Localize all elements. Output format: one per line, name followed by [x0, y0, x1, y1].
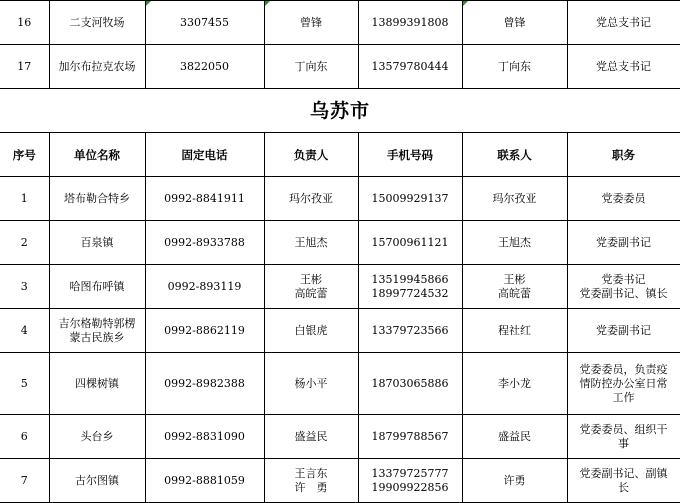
cell-position	[567, 265, 680, 309]
cell-person: 丁向东	[264, 45, 358, 89]
cell-no: 6	[0, 415, 49, 459]
table-row	[0, 1, 680, 45]
cell-phone: 0992-8982388	[145, 353, 264, 415]
cell-unit: 头台乡	[49, 415, 145, 459]
cell-phone: 0992-8881059	[145, 459, 264, 503]
cell-phone: 0992-8933788	[145, 221, 264, 265]
cell-position	[567, 415, 680, 459]
cell-unit: 百泉镇	[49, 221, 145, 265]
cell-mobile: 18703065886	[358, 353, 462, 415]
cell-mobile: 18799788567	[358, 415, 462, 459]
cell-phone: 0992-893119	[145, 265, 264, 309]
cell-no: 3	[0, 265, 49, 309]
position-line: 长	[618, 480, 629, 494]
cell-person: 玛尔孜亚	[264, 177, 358, 221]
mobile-line: 18997724532	[371, 286, 449, 300]
position-line: 情防控办公室日常	[579, 376, 668, 390]
unit-line: 吉尔格勒特郭楞	[58, 316, 136, 330]
header-position: 职务	[567, 133, 680, 177]
cell-contact: 王旭杰	[462, 221, 567, 265]
position-line: 党委委员，负责疫	[579, 362, 668, 376]
header-row	[0, 133, 680, 177]
cell-person: 王旭杰	[264, 221, 358, 265]
cell-contact: 许勇	[462, 459, 567, 503]
cell-person: 杨小平	[264, 353, 358, 415]
cell-position: 党委委员	[567, 177, 680, 221]
cell-phone: 3822050	[145, 45, 264, 89]
section-title-row	[0, 89, 680, 133]
cell-unit	[49, 309, 145, 353]
table-row	[0, 459, 680, 503]
position-line: 党委副书记、镇长	[579, 286, 668, 300]
person-line: 王彬	[300, 272, 322, 286]
cell-unit: 哈图布呼镇	[49, 265, 145, 309]
position-line: 工作	[612, 390, 635, 404]
cell-mobile: 13579780444	[358, 45, 462, 89]
contact-line: 王彬	[503, 272, 526, 286]
position-line: 事	[618, 436, 629, 450]
cell-person	[264, 459, 358, 503]
cell-no: 4	[0, 309, 49, 353]
header-phone: 固定电话	[145, 133, 264, 177]
cell-no: 1	[0, 177, 49, 221]
header-contact: 联系人	[462, 133, 567, 177]
cell-unit: 四棵树镇	[49, 353, 145, 415]
unit-line: 蒙古民族乡	[69, 330, 125, 344]
table-row	[0, 265, 680, 309]
cell-contact: 玛尔孜亚	[462, 177, 567, 221]
cell-unit: 塔布勒合特乡	[49, 177, 145, 221]
cell-person: 盛益民	[264, 415, 358, 459]
table-row	[0, 415, 680, 459]
header-person: 负责人	[264, 133, 358, 177]
table-row	[0, 45, 680, 89]
mobile-line: 13519945866	[371, 272, 449, 286]
cell-no: 7	[0, 459, 49, 503]
mobile-line: 19909922856	[371, 480, 449, 494]
cell-unit: 二支河牧场	[49, 1, 145, 45]
cell-no: 2	[0, 221, 49, 265]
cell-mobile	[358, 265, 462, 309]
cell-contact: 李小龙	[462, 353, 567, 415]
cell-contact: 曾锋	[462, 1, 567, 45]
cell-unit: 古尔图镇	[49, 459, 145, 503]
cell-no: 17	[0, 45, 49, 89]
header-mobile: 手机号码	[358, 133, 462, 177]
cell-phone: 0992-8841911	[145, 177, 264, 221]
table-row	[0, 309, 680, 353]
cell-no: 5	[0, 353, 49, 415]
cell-mobile: 13379723566	[358, 309, 462, 353]
table-row	[0, 353, 680, 415]
cell-position: 党委副书记	[567, 221, 680, 265]
person-line: 高皖蕾	[294, 286, 328, 300]
cell-position: 党总支书记	[567, 1, 680, 45]
cell-position: 党委副书记	[567, 309, 680, 353]
mobile-line: 13379725777	[371, 466, 449, 480]
cell-position: 党总支书记	[567, 45, 680, 89]
contact-line: 高皖蕾	[498, 286, 531, 300]
section-title: 乌苏市	[0, 89, 680, 133]
cell-contact	[462, 265, 567, 309]
cell-mobile: 15700961121	[358, 221, 462, 265]
cell-phone: 3307455	[145, 1, 264, 45]
position-line: 党委委员、组织干	[579, 422, 668, 436]
header-unit: 单位名称	[49, 133, 145, 177]
cell-mobile	[358, 459, 462, 503]
cell-person: 曾锋	[264, 1, 358, 45]
header-no: 序号	[0, 133, 49, 177]
cell-phone: 0992-8831090	[145, 415, 264, 459]
cell-contact: 丁向东	[462, 45, 567, 89]
cell-mobile: 13899391808	[358, 1, 462, 45]
position-line: 党委副书记、副镇	[579, 466, 668, 480]
cell-person: 白银虎	[264, 309, 358, 353]
position-line: 党委书记	[601, 272, 646, 286]
person-line: 许 勇	[294, 480, 328, 494]
cell-unit: 加尔布拉克农场	[49, 45, 145, 89]
cell-contact: 盛益民	[462, 415, 567, 459]
cell-mobile: 15009929137	[358, 177, 462, 221]
table-row	[0, 177, 680, 221]
table-row	[0, 221, 680, 265]
cell-no: 16	[0, 1, 49, 45]
cell-contact: 程社红	[462, 309, 567, 353]
cell-person	[264, 265, 358, 309]
cell-position	[567, 353, 680, 415]
cell-phone: 0992-8862119	[145, 309, 264, 353]
person-line: 王言东	[294, 466, 328, 480]
cell-position	[567, 459, 680, 503]
